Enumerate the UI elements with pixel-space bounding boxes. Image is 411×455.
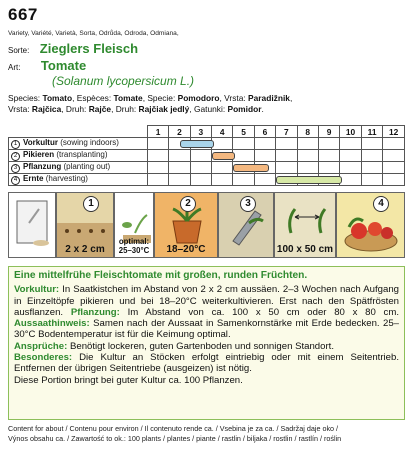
species-label: Species: <box>8 93 41 103</box>
step-badge: 4 <box>373 196 389 212</box>
calendar-bar-ernte <box>276 176 342 184</box>
pictogram-label: 18–20°C <box>166 244 206 255</box>
art-row <box>8 57 86 75</box>
anspruche-key: Ansprüche: <box>14 340 68 352</box>
pictogram-germination <box>114 192 154 258</box>
month-header: 12 <box>383 126 405 138</box>
species-label: Gatunki: <box>193 104 226 114</box>
step-number: 4 <box>11 176 20 185</box>
species-value: Rajče <box>88 104 112 114</box>
besonderes-text: Die Kultur an Stöcken erfolgt eintriebig oder mit einem Seitentrieb. Entfernen der übrigen Seitentriebe (ausgeizen) ist nötig. <box>14 352 399 375</box>
month-header: 4 <box>212 126 233 138</box>
cultivation-paragraph <box>14 284 399 340</box>
pictogram-label: 2 x 2 cm <box>65 244 105 255</box>
pflanzung-text: Im Abstand von ca. 100 x 50 cm oder 80 x 80 cm. <box>119 306 399 318</box>
vorkultur-text: In Saatkistchen im Abstand von 2 x 2 cm aussäen. 2–3 Wochen nach Aufgang in Einzeltöpfe pikieren und bei 18–20°C weiterkultivieren. Erst nach den Spätfrösten ausflanzen. <box>14 284 399 318</box>
species-label: Specie: <box>147 93 176 103</box>
step-name: Ernte <box>23 174 44 183</box>
month-header: 6 <box>254 126 275 138</box>
sorte-label: Sorte: <box>8 46 30 55</box>
month-header: 8 <box>297 126 318 138</box>
pictogram-seed-packet <box>8 192 56 258</box>
product-code: 667 <box>8 5 38 24</box>
step-badge: 3 <box>240 196 256 212</box>
pictogram-label: optimal: 25–30°C <box>118 237 150 255</box>
content-footer-line-2: Výnos obsahu ca. / Zawartość to ok.: 100 plants / plantes / piante / rastlin / biljaka / rostlin / rastlín / roślin <box>8 434 342 443</box>
requirements-paragraph <box>14 341 399 352</box>
art-label: Art: <box>8 63 21 72</box>
step-badge: 1 <box>83 196 99 212</box>
step-name: Pikieren <box>23 150 55 159</box>
species-label: Druh: <box>65 104 87 114</box>
pictogram-strip <box>8 192 405 258</box>
step-name: Pflanzung <box>23 162 62 171</box>
aussaat-text: Samen nach der Aussaat in Samenkornstärke mit Erde bedecken. 25–30°C Bodentemperatur ist für die Keimung optimal. <box>14 318 399 341</box>
species-value: Pomodoro <box>177 93 220 103</box>
step-translation: (planting out) <box>63 162 111 171</box>
pictogram-sowing <box>56 192 114 258</box>
step-number: 3 <box>11 164 20 173</box>
month-header: 2 <box>169 126 190 138</box>
pictogram-label: 100 x 50 cm <box>276 244 334 255</box>
calendar-row-pikieren <box>9 150 405 162</box>
species-line-1: Species: Tomato, Espèces: Tomate, Specie: Pomodoro, Vrsta: Paradižnik, <box>8 93 293 103</box>
aussaat-key: Aussaathinweis: <box>14 318 90 330</box>
calendar-bar-pflanzung <box>233 164 269 172</box>
besonderes-key: Besonderes: <box>14 352 73 364</box>
species-label: Espèces: <box>76 93 112 103</box>
anspruche-text: Benötigt lockeren, guten Gartenboden und sonnigen Standort. <box>67 340 334 352</box>
species-value: Rajčica <box>31 104 62 114</box>
month-header: 1 <box>147 126 168 138</box>
species-label: Vrsta: <box>8 104 30 114</box>
calendar-row-ernte <box>9 174 405 186</box>
calendar-bar-vorkultur <box>180 140 214 148</box>
sorte-row <box>8 40 138 58</box>
pictogram-harvest <box>336 192 405 258</box>
vegetable-basket-icon <box>337 193 405 258</box>
month-header: 3 <box>190 126 211 138</box>
content-footer-line-1: Content for about / Contenu pour environ / Il contenuto rende ca. / Vsebina je za ca. / Sadržaj daje oko / <box>8 424 339 433</box>
species-value: Tomato <box>42 93 73 103</box>
step-number: 2 <box>11 152 20 161</box>
month-header: 10 <box>340 126 362 138</box>
step-name: Vorkultur <box>23 138 58 147</box>
sowing-calendar <box>8 125 405 186</box>
species-value: Pomidor <box>227 104 262 114</box>
calendar-header-row <box>9 126 405 138</box>
sorte-name: Zieglers Fleisch <box>39 41 139 56</box>
species-value: Paradižnik <box>248 93 290 103</box>
species-value: Rajčiak jedlý <box>138 104 190 114</box>
species-label: Vrsta: <box>224 93 246 103</box>
step-translation: (sowing indoors) <box>60 138 119 147</box>
species-line-2: Vrsta: Rajčica, Druh: Rajče, Druh: Rajčiak jedlý, Gatunki: Pomidor. <box>8 104 264 114</box>
calendar-bar-pikieren <box>212 152 235 160</box>
pictogram-planting-tool <box>218 192 274 258</box>
pictogram-pricking-out <box>154 192 218 258</box>
step-translation: (harvesting) <box>45 174 88 183</box>
latin-name: (Solanum lycopersicum L.) <box>52 74 195 88</box>
portion-paragraph: Diese Portion bringt bei guter Kultur ca. 100 Pflanzen. <box>14 374 243 386</box>
month-header: 9 <box>318 126 339 138</box>
species-label: Druh: <box>115 104 137 114</box>
description-box <box>8 266 405 420</box>
pictogram-spacing <box>274 192 336 258</box>
pflanzung-key: Pflanzung: <box>70 306 120 318</box>
art-name: Tomate <box>40 58 87 73</box>
vorkultur-key: Vorkultur: <box>14 284 60 296</box>
step-translation: (transplanting) <box>56 150 108 159</box>
headline: Eine mittelfrühe Fleischtomate mit großen, runden Früchten. <box>14 270 308 281</box>
month-header: 11 <box>361 126 383 138</box>
calendar-row-pflanzung <box>9 162 405 174</box>
variety-languages: Variety, Variété, Varietà, Sorta, Odrůda, Odroda, Odmiana, <box>8 30 179 37</box>
step-badge: 2 <box>180 196 196 212</box>
month-header: 7 <box>276 126 297 138</box>
seed-packet-icon <box>9 193 56 258</box>
month-header: 5 <box>233 126 254 138</box>
species-value: Tomate <box>113 93 143 103</box>
step-number: 1 <box>11 140 20 149</box>
special-paragraph <box>14 352 399 375</box>
